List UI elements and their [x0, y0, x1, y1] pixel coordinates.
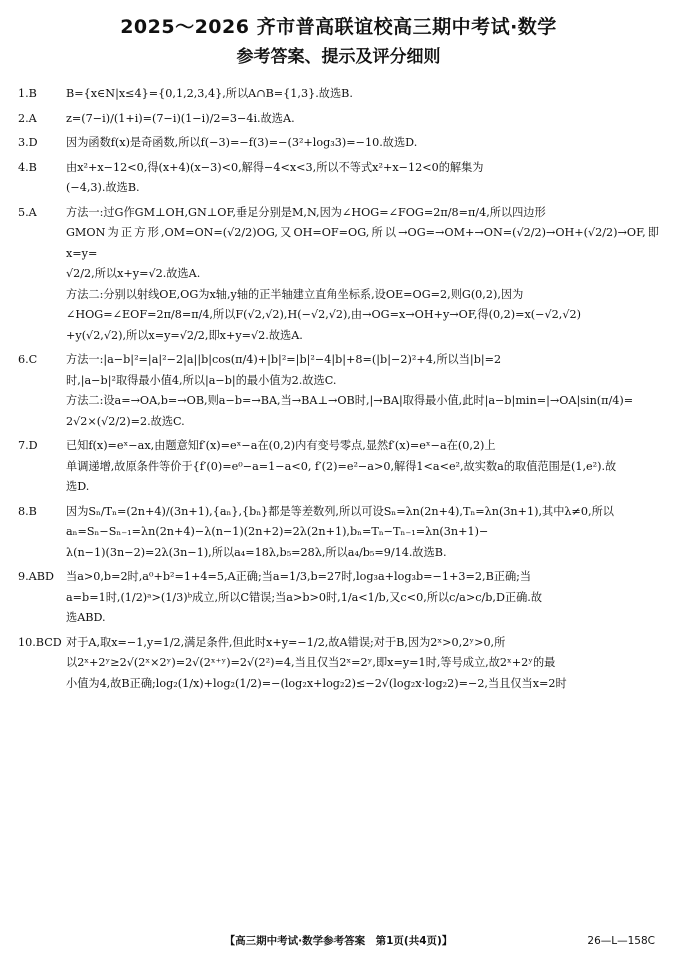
answer-number: 9.ABD — [18, 570, 54, 583]
answer-number: 5.A — [18, 205, 37, 219]
answer-item — [18, 133, 659, 154]
answer-item — [18, 84, 659, 105]
answer-text-line: 方法一:过G作GM⊥OH,GN⊥OF,垂足分别是M,N,因为∠HOG=∠FOG=2π/8=π/4,所以四边形 — [66, 205, 546, 219]
answer-number: 6.C — [18, 353, 38, 366]
answer-number: 10.BCD — [18, 635, 62, 649]
answer-text-line: 以2ˣ+2ʸ≥2√(2ˣ×2ʸ)=2√(2ˣ⁺ʸ)=2√(2²)=4,当且仅当2ˣ=2ʸ,即x=y=1时,等号成立,故2ˣ+2ʸ的最 — [66, 656, 556, 669]
answer-number: 3.D — [18, 136, 38, 149]
answer-text-line: (−4,3).故选B. — [66, 181, 140, 194]
answer-item — [18, 502, 659, 564]
answer-text-line: 因为Sₙ/Tₙ=(2n+4)/(3n+1),{aₙ},{bₙ}都是等差数列,所以可设Sₙ=λn(2n+4),Tₙ=λn(3n+1),其中λ≠0,所以 — [66, 504, 614, 518]
answer-item — [18, 567, 659, 629]
answer-text-line: 由x²+x−12<0,得(x+4)(x−3)<0,解得−4<x<3,所以不等式x²+x−12<0的解集为 — [66, 160, 484, 174]
footer-page-info: 【高三期中考试·数学参考答案 第1页(共4页)】 — [224, 935, 453, 947]
answer-text-line: 方法二:设a=→OA,b=→OB,则a−b=→BA,当→BA⊥→OB时,|→BA|取得最小值,此时|a−b|min=|→OA|sin(π/4)= — [66, 394, 634, 407]
answer-text-line: 选D. — [66, 480, 90, 493]
answers-list — [18, 84, 659, 694]
answer-item — [18, 158, 659, 199]
answer-text-line: 小值为4,故B正确;log₂(1/x)+log₂(1/2)=−(log₂x+log₂2)≤−2√(log₂x·log₂2)=−2,当且仅当x=2时 — [66, 676, 567, 690]
answer-item — [18, 109, 659, 130]
answer-text-line: 方法一:|a−b|²=|a|²−2|a||b|cos(π/4)+|b|²=|b|²−4|b|+8=(|b|−2)²+4,所以当|b|=2 — [66, 353, 502, 366]
answer-text-line: 当a>0,b=2时,a⁰+b²=1+4=5,A正确;当a=1/3,b=27时,log₃a+log₃b=−1+3=2,B正确;当 — [66, 570, 532, 583]
answer-text-line: aₙ=Sₙ−Sₙ₋₁=λn(2n+4)−λ(n−1)(2n+2)=2λ(2n+1),bₙ=Tₙ−Tₙ₋₁=λn(3n+1)− — [66, 525, 489, 538]
answer-number: 1.B — [18, 87, 37, 100]
answer-text-line: 已知f(x)=eˣ−ax,由题意知f′(x)=eˣ−a在(0,2)内有变号零点,显然f′(x)=eˣ−a在(0,2)上 — [66, 439, 496, 452]
answer-text-line: 2√2×(√2/2)=2.故选C. — [66, 414, 185, 428]
answer-text-line: 对于A,取x=−1,y=1/2,满足条件,但此时x+y=−1/2,故A错误;对于B,因为2ˣ>0,2ʸ>0,所 — [66, 635, 506, 649]
answer-number: 2.A — [18, 111, 37, 125]
answer-text-line: 时,|a−b|²取得最小值4,所以|a−b|的最小值为2.故选C. — [66, 373, 337, 387]
page-subtitle: 参考答案、提示及评分细则 — [236, 47, 441, 67]
answer-text-line: +y(√2,√2),所以x=y=√2/2,即x+y=√2.故选A. — [66, 328, 303, 342]
answer-item — [18, 350, 659, 432]
page-title: 2025～2026 齐市普高联谊校高三期中考试·数学 — [120, 16, 557, 38]
answer-text-line: 单调递增,故原条件等价于{f′(0)=e⁰−a=1−a<0, f′(2)=e²−a>0,解得1<a<e²,故实数a的取值范围是(1,e²).故 — [66, 459, 617, 473]
answer-item — [18, 203, 659, 347]
answer-text-line: GMON为正方形,OM=ON=(√2/2)OG,又OH=OF=OG,所以→OG=→OM+→ON=(√2/2)→OH+(√2/2)→OF,即x=y= — [66, 226, 659, 260]
answer-item — [18, 633, 659, 695]
answer-number: 7.D — [18, 439, 38, 452]
answer-text-line: z=(7−i)/(1+i)=(7−i)(1−i)/2=3−4i.故选A. — [66, 111, 295, 125]
answer-item — [18, 436, 659, 498]
answer-number: 4.B — [18, 160, 37, 174]
answer-text-line: B={x∈N|x≤4}={0,1,2,3,4},所以A∩B={1,3}.故选B. — [66, 87, 353, 100]
answer-text-line: √2/2,所以x+y=√2.故选A. — [66, 267, 201, 280]
answer-text-line: ∠HOG=∠EOF=2π/8=π/4,所以F(√2,√2),H(−√2,√2),由→OG=x→OH+y→OF,得(0,2)=x(−√2,√2) — [66, 308, 581, 321]
answer-text-line: λ(n−1)(3n−2)=2λ(3n−1),所以a₄=18λ,b₅=28λ,所以a₄/b₅=9/14.故选B. — [66, 545, 447, 559]
answer-text-line: a=b=1时,(1/2)ᵃ>(1/3)ᵇ成立,所以C错误;当a>b>0时,1/a<1/b,又c<0,所以c/a>c/b,D正确.故 — [66, 590, 543, 604]
answer-text-line: 选ABD. — [66, 611, 106, 624]
answer-text-line: 方法二:分别以射线OE,OG为x轴,y轴的正半轴建立直角坐标系,设OE=OG=2,则G(0,2),因为 — [66, 287, 524, 301]
footer-code: 26—L—158C — [587, 935, 655, 947]
answer-number: 8.B — [18, 504, 37, 518]
answer-text-line: 因为函数f(x)是奇函数,所以f(−3)=−f(3)=−(3²+log₃3)=−10.故选D. — [66, 136, 418, 149]
